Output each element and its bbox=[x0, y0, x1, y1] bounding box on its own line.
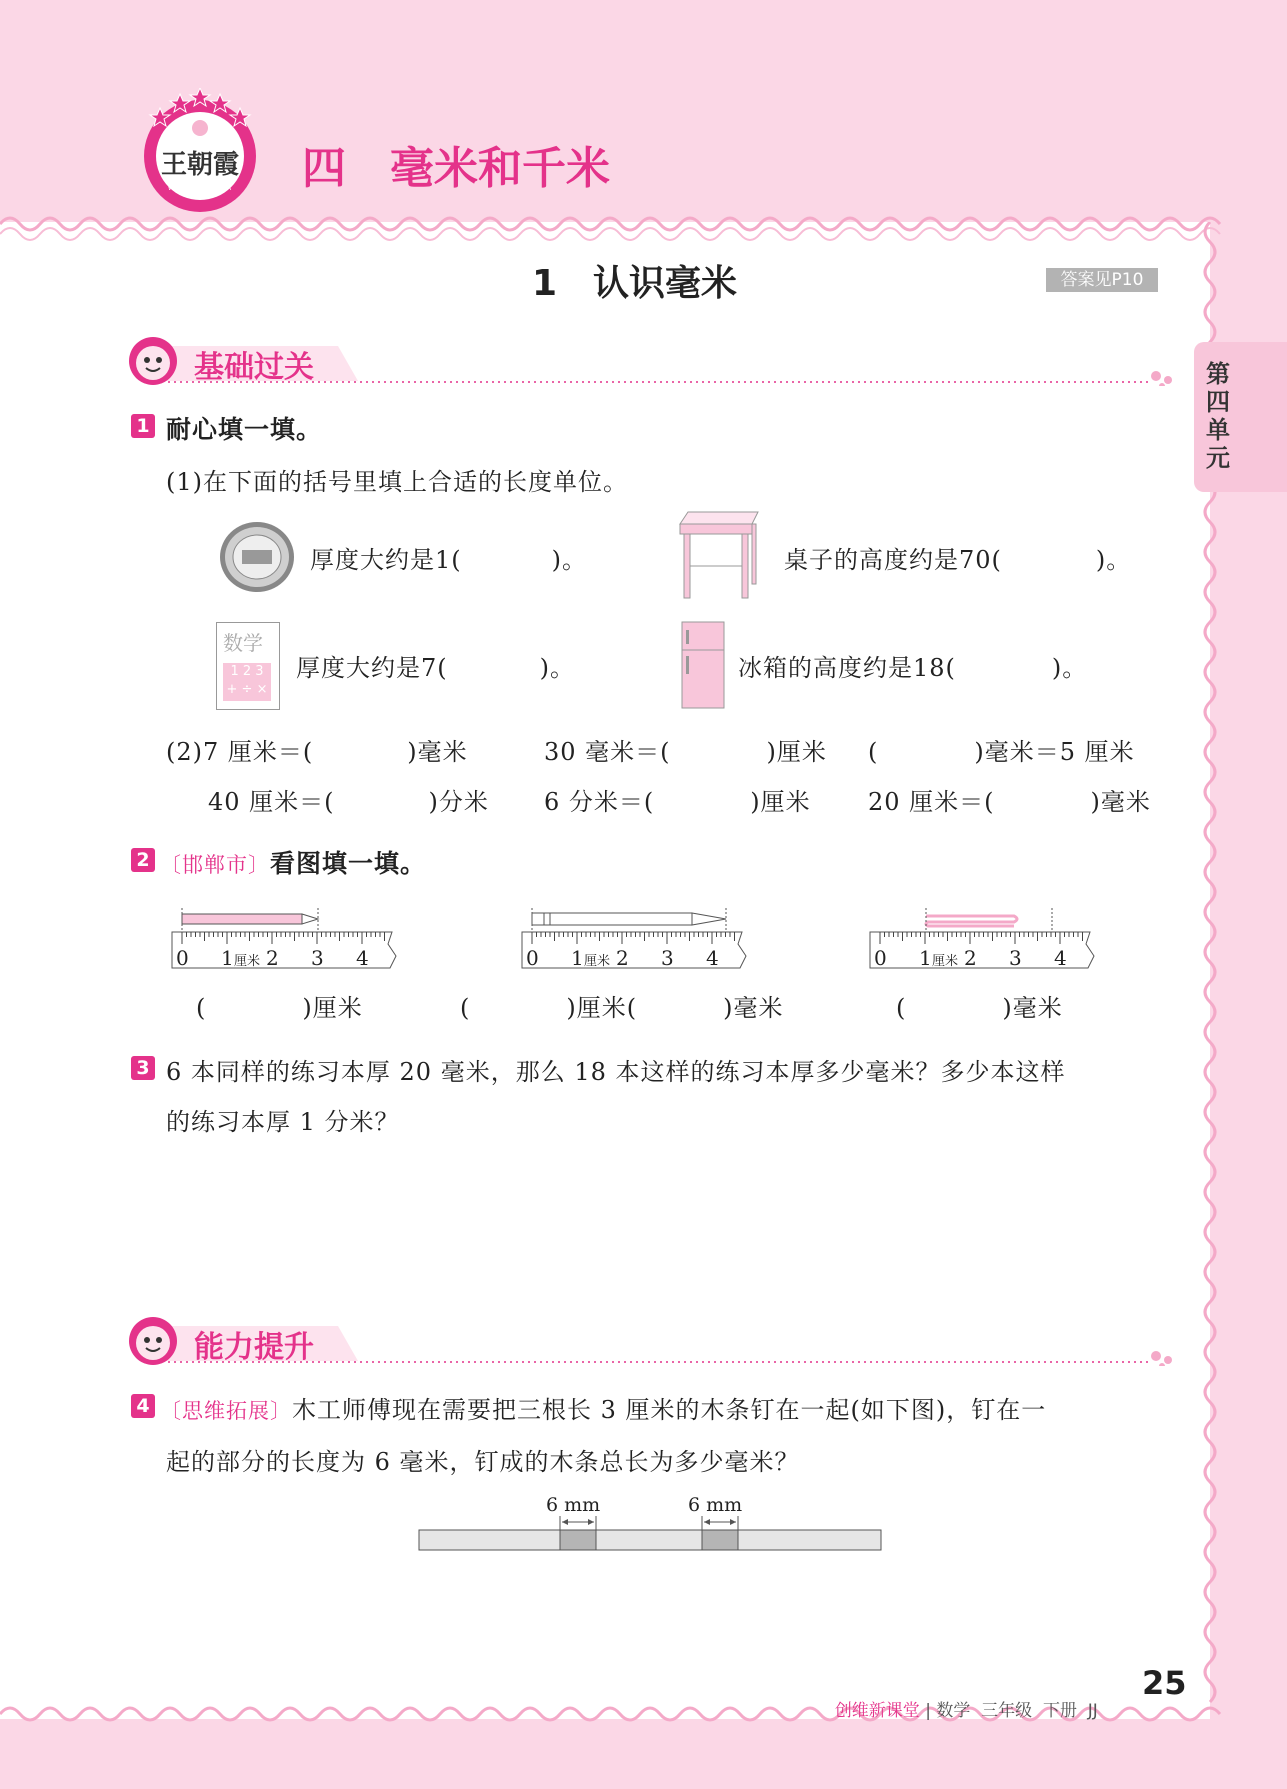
ruler2-tick-0: 0 bbox=[526, 946, 539, 970]
ruler2-unit: 厘米 bbox=[584, 954, 611, 969]
section-advanced-title: 能力提升 bbox=[194, 1330, 314, 1365]
q2-ans1-pre: ( bbox=[196, 994, 207, 1022]
q2-ans2-pre: ( bbox=[460, 994, 471, 1022]
q1-r1-c-post: )毫米＝5 厘米 bbox=[974, 738, 1135, 766]
q2-ans2-mid: )厘米( bbox=[566, 994, 638, 1022]
ruler3-tick-3: 3 bbox=[1009, 946, 1022, 970]
ruler3-tick-0: 0 bbox=[874, 946, 887, 970]
q4-line2: 起的部分的长度为 6 毫米，钉成的木条总长为多少毫米？ bbox=[166, 1448, 800, 1476]
q2-ans3-pre: ( bbox=[896, 994, 907, 1022]
q1-row2a-cell2 bbox=[544, 732, 827, 767]
q3-line1: 6 本同样的练习本厚 20 毫米，那么 18 本这样的练习本厚多少毫米？多少本这样 bbox=[166, 1058, 1066, 1086]
side-tab-label: 第四单元 bbox=[1206, 360, 1230, 472]
ruler1-tick-3: 3 bbox=[311, 946, 324, 970]
q2-ans1-post: )厘米 bbox=[302, 994, 363, 1022]
q1-r1-c-pre: ( bbox=[868, 738, 879, 766]
q1-r2-b-post: )厘米 bbox=[750, 788, 811, 816]
ruler3-unit: 厘米 bbox=[932, 954, 959, 969]
q1-item1-post: )。 bbox=[551, 546, 588, 574]
footer-brand: 创维新课堂 bbox=[834, 1701, 920, 1721]
q1-item2 bbox=[784, 540, 1131, 575]
q2-ans3-post: )毫米 bbox=[1002, 994, 1063, 1022]
q1-r2-c-pre: 20 厘米＝( bbox=[868, 788, 995, 816]
q1-r1-b-pre: 30 毫米＝( bbox=[544, 738, 671, 766]
book-title-text: 数学 bbox=[223, 631, 263, 655]
q2-answer-1 bbox=[196, 988, 363, 1023]
book-numbers: 1 2 3 bbox=[230, 664, 264, 679]
book-operators: + ÷ × bbox=[226, 682, 268, 697]
q1-item3-post: )。 bbox=[539, 654, 576, 682]
footer-book-info: 数学 三年级 下册 JJ bbox=[936, 1701, 1098, 1721]
brand-logo bbox=[138, 88, 262, 212]
wood-strips-diagram bbox=[418, 1494, 882, 1556]
q4-line1 bbox=[160, 1390, 1046, 1425]
q1-item3 bbox=[296, 648, 575, 683]
q4-number: 4 bbox=[131, 1394, 155, 1418]
logo-subtext: WANGZHAOXIA bbox=[167, 184, 233, 192]
ruler-figure-3 bbox=[868, 908, 1098, 978]
q2-ans2-post: )毫米 bbox=[723, 994, 784, 1022]
dim-label-2: 6 mm bbox=[688, 1494, 743, 1516]
q1-title: 耐心填一填。 bbox=[166, 415, 323, 444]
q1-item1 bbox=[310, 540, 587, 575]
chapter-title: 四 毫米和千米 bbox=[302, 143, 610, 194]
q1-item2-pre: 桌子的高度约是70( bbox=[784, 546, 1002, 574]
q1-item2-post: )。 bbox=[1095, 546, 1132, 574]
coin-image bbox=[218, 520, 296, 594]
q1-number: 1 bbox=[131, 414, 155, 438]
ruler2-tick-1: 1 bbox=[571, 946, 584, 970]
ruler1-tick-4: 4 bbox=[356, 946, 369, 970]
monkey-mascot-icon bbox=[128, 336, 178, 386]
ruler2-tick-4: 4 bbox=[706, 946, 719, 970]
q1-item4-pre: 冰箱的高度约是18( bbox=[738, 654, 956, 682]
section-basic-title: 基础过关 bbox=[194, 350, 314, 385]
lesson-title: 1 认识毫米 bbox=[532, 263, 738, 304]
q2-answer-3 bbox=[896, 988, 1063, 1023]
ruler2-tick-2: 2 bbox=[616, 946, 629, 970]
monkey-mascot-icon bbox=[128, 1316, 178, 1366]
ruler3-tick-2: 2 bbox=[964, 946, 977, 970]
book-cover-block bbox=[223, 663, 271, 701]
q1-r2-a-pre: 40 厘米＝( bbox=[208, 788, 335, 816]
dim-label-1: 6 mm bbox=[546, 1494, 601, 1516]
q3-line2: 的练习本厚 1 分米？ bbox=[166, 1108, 400, 1136]
ruler1-tick-1: 1 bbox=[221, 946, 234, 970]
ruler1-tick-2: 2 bbox=[266, 946, 279, 970]
page-number: 25 bbox=[1142, 1664, 1187, 1702]
q1-item3-pre: 厚度大约是7( bbox=[296, 654, 448, 682]
q1-row2b-cell3 bbox=[868, 782, 1151, 817]
q2-answer-2 bbox=[460, 988, 783, 1023]
q1-row2a-cell1 bbox=[166, 732, 468, 767]
logo-text: 王朝霞 bbox=[160, 150, 239, 180]
q2-header bbox=[160, 844, 426, 880]
side-tab bbox=[1194, 342, 1287, 492]
table-image bbox=[678, 510, 760, 600]
q1-row2b-cell1 bbox=[208, 782, 489, 817]
fridge-image bbox=[680, 620, 726, 710]
answer-ref-badge: 答案见P10 bbox=[1046, 268, 1158, 292]
q1-r1-a-post: )毫米 bbox=[407, 738, 468, 766]
ruler3-tick-1: 1 bbox=[919, 946, 932, 970]
q4-line1-text: 木工师傅现在需要把三根长 3 厘米的木条钉在一起(如下图)，钉在一 bbox=[292, 1396, 1047, 1424]
q1-row2b-cell2 bbox=[544, 782, 811, 817]
ruler-figure-2 bbox=[520, 908, 750, 978]
ruler1-unit: 厘米 bbox=[234, 954, 261, 969]
q1-r1-b-post: )厘米 bbox=[766, 738, 827, 766]
q2-number: 2 bbox=[131, 848, 155, 872]
footer-info: 创维新课堂 | 数学 三年级 下册 JJ bbox=[834, 1701, 1098, 1721]
q1-item1-pre: 厚度大约是1( bbox=[310, 546, 462, 574]
ruler2-tick-3: 3 bbox=[661, 946, 674, 970]
q1-r2-b-pre: 6 分米＝( bbox=[544, 788, 655, 816]
q1-r1-a-pre: (2)7 厘米＝( bbox=[166, 738, 314, 766]
q1-r2-a-post: )分米 bbox=[428, 788, 489, 816]
math-book-image bbox=[216, 622, 280, 710]
q1-sub1: (1)在下面的括号里填上合适的长度单位。 bbox=[166, 468, 628, 496]
q2-tag: 〔邯郸市〕 bbox=[160, 853, 270, 877]
section-advanced-header bbox=[128, 1316, 1173, 1366]
q1-r2-c-post: )毫米 bbox=[1090, 788, 1151, 816]
q1-item4 bbox=[738, 648, 1087, 683]
section-basic-header bbox=[128, 336, 1173, 386]
q4-tag: 〔思维拓展〕 bbox=[160, 1399, 292, 1423]
ruler3-tick-4: 4 bbox=[1054, 946, 1067, 970]
ruler-figure-1 bbox=[170, 908, 400, 978]
q1-row2a-cell3 bbox=[868, 732, 1135, 767]
q1-item4-post: )。 bbox=[1051, 654, 1088, 682]
q3-number: 3 bbox=[131, 1056, 155, 1080]
ruler1-tick-0: 0 bbox=[176, 946, 189, 970]
q2-title: 看图填一填。 bbox=[270, 849, 427, 878]
